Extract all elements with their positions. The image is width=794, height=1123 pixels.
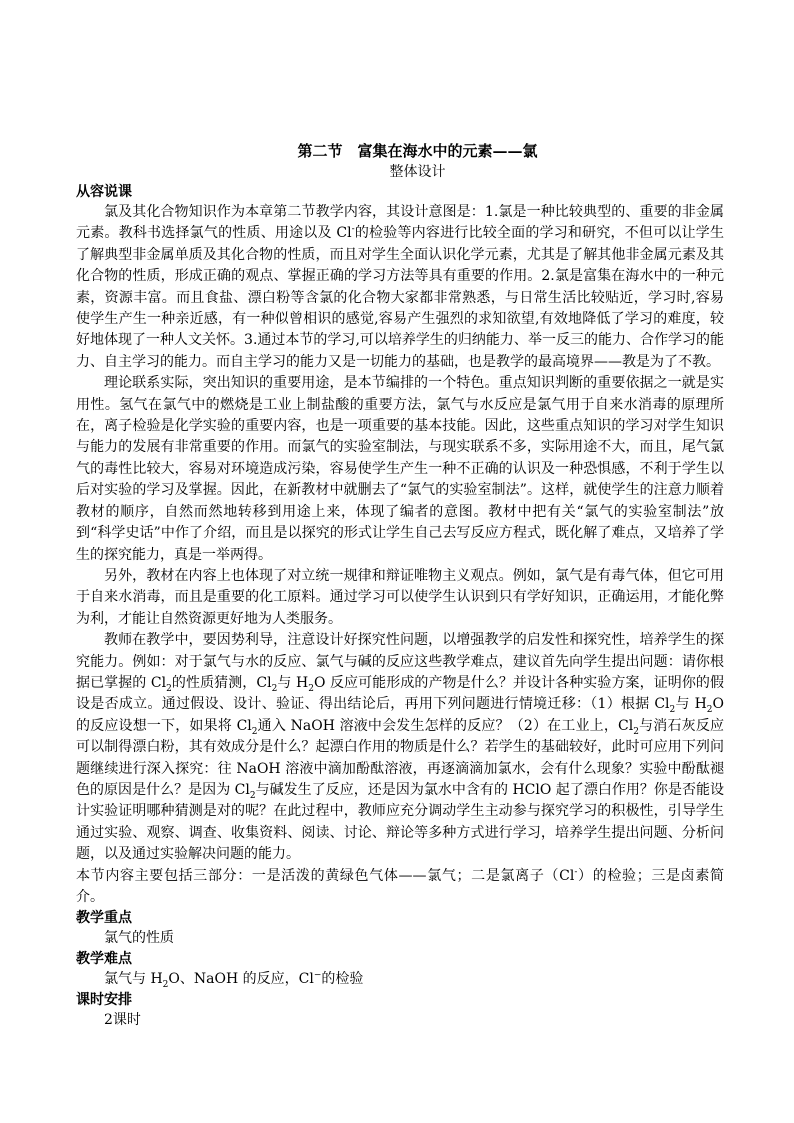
page-title: 第二节 富集在海水中的元素——氯: [297, 142, 538, 160]
paragraph-5: 本节内容主要包括三部分：一是活泼的黄绿色气体——氯气；二是氯离子（Cl-）的检验；三是卤素简介。: [76, 866, 724, 905]
section-heading-schedule: 课时安排: [76, 992, 132, 1009]
paragraph-3: 另外，教材在内容上也体现了对立统一规律和辩证唯物主义观点。例如，氯气是有毒气体，但它可用于自来水消毒，而且是重要的化工原料。通过学习可以使学生认识到只有学好知识，正确运用，才能化弊为利，才能让自然资源更好地为人类服务。: [76, 567, 724, 627]
section-heading-intro: 从容说课: [76, 184, 132, 200]
paragraph-2: 理论联系实际，突出知识的重要用途，是本节编排的一个特色。重点知识判断的重要依据之一就是实用性。氢气在氯气中的燃烧是工业上制盐酸的重要方法，氯气与水反应是氯气用于自来水消毒的原理所在，离子检验是化学实验的重要内容，也是一项重要的基本技能。因此，这些重点知识的学习对学生知识与能力的发展有非常重要的作用。而氯气的实验室制法，与现实联系不多，实际用途不大，而且，尾气氯气的毒性比较大，容易对环境造成污染，容易使学生产生一种不正确的认识及一种恐惧感，不利于学生以后对实验的学习及掌握。因此，在新教材中就删去了“氯气的实验室制法”。这样，就使学生的注意力顺着教材的顺序，自然而然地转移到用途上来，体现了编者的意图。教材中把有关“氯气的实验室制法”放到“科学史话”中作了介绍，而且是以探究的形式让学生自己去写反应方程式，既化解了难点，又培养了学生的探究能力，真是一举两得。: [76, 375, 724, 563]
page-subtitle: 整体设计: [389, 164, 446, 180]
key-points-content: 氯气的性质: [104, 930, 174, 947]
schedule-content: 2课时: [104, 1012, 141, 1029]
paragraph-4: 教师在教学中，要因势利导，注意设计好探究性问题，以增强教学的启发性和探究性，培养学生的探究能力。例如：对于氯气与水的反应、氯气与碱的反应这些教学难点，建议首先向学生提出问题：请你根据已掌握的 $Cl_2$的性质猜测，$Cl_2$与 $H_2O$ 反应可能形成的产物是什么？并设计各种实验方案，证明你的假设是否成立。通过假设、设计、验证、得出结论后，再用下列问题进行情境迁移：（1）根据 $Cl_2$与 $H_2O$ 的反应设想一下，如果将 $Cl_2$通入 NaOH 溶液中会发生怎样的反应？（2）在工业上，$Cl_2$与消石灰反应可以制得漂白粉，其有效成分是什么？起漂白作用的物质是什么？若学生的基础较好，此时可应用下列问题继续进行深入探究：往 NaOH 溶液中滴加酚酞溶液，再逐滴滴加氯水，会有什么现象？实验中酚酞褪色的原因是什么？是因为 $Cl_2$与碱发生了反应，还是因为氯水中含有的 HClO 起了漂白作用？你是否能设计实验证明哪种猜测是对的呢？在此过程中，教师应充分调动学生主动参与探究学习的积极性，引导学生通过实验、观察、调查、收集资料、阅读、讨论、辩论等多种方式进行学习，培养学生提出问题、分析问题，以及通过实验解决问题的能力。: [76, 632, 724, 863]
section-heading-key-points: 教学重点: [76, 910, 132, 927]
section-heading-difficulties: 教学难点: [76, 951, 132, 968]
document-page: [76, 140, 724, 1031]
paragraph-1: 氯及其化合物知识作为本章第二节教学内容，其设计意图是：1.氯是一种比较典型的、重要的非金属元素。教科书选择氯气的性质、用途以及 Cl-的检验等内容进行比较全面的学习和研究，不但可以让学生了解典型非金属单质及其化合物的性质，而且对学生全面认识化学元素，尤其是了解其他非金属元素及其化合物的性质，形成正确的观点、掌握正确的学习方法等具有重要的作用。2.氯是富集在海水中的一种元素，资源丰富。而且食盐、漂白粉等含氯的化合物大家都非常熟悉，与日常生活比较贴近，学习时,容易使学生产生一种亲近感，有一种似曾相识的感觉,容易产生强烈的求知欲望,有效地降低了学习的难度，较好地体现了一种人文关怀。3.通过本节的学习,可以培养学生的归纳能力、举一反三的能力、合作学习的能力、自主学习的能力。而自主学习的能力又是一切能力的基础，也是教学的最高境界——教是为了不教。: [76, 204, 725, 370]
difficulties-content: 氯气与 $H_2O$、NaOH 的反应，Cl−的检验: [104, 970, 364, 991]
